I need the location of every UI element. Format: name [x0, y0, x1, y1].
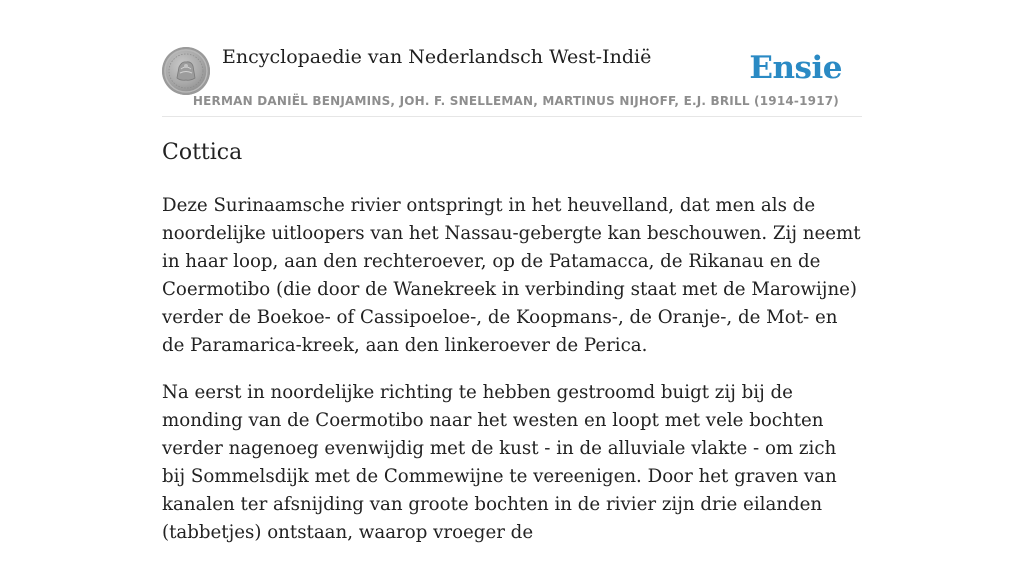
paragraph-2: Na eerst in noordelijke richting te hebben gestroomd buigt zij bij de monding van de Coermotibo naar het westen en loopt met vele bochten verder nagenoeg evenwijdig met de kust - in de alluviale vlakte - om zich bij Sommelsdijk met de Commewijne te vereenigen. Door het graven van kanalen ter afsnijding van groote bochten in de rivier zijn drie eilanden (tabbetjes) ontstaan, waarop vroeger de — [162, 382, 837, 543]
ensie-logo-link[interactable]: Ensie — [749, 50, 842, 86]
book-title[interactable]: Encyclopaedie van Nederlandsch West-Indië — [222, 46, 652, 68]
header — [162, 46, 862, 117]
authors-line: HERMAN DANIËL BENJAMINS, JOH. F. SNELLEMAN, MARTINUS NIJHOFF, E.J. BRILL (1914-1917) — [192, 94, 839, 108]
paragraph-1: Deze Surinaamsche rivier ontspringt in het heuvelland, dat men als de noordelijke uitloopers van het Nassau-gebergte kan beschouwen. Zij neemt in haar loop, aan den rechteroever, op de Patamacca, de Rikanau en de Coermotibo (die door de Wanekreek in verbinding staat met de Marowijne) verder de Boekoe- of Cassipoeloe-, de Koopmans-, de Oranje-, de Mot- en de Paramarica-kreek, aan den linkeroever de Perica. — [162, 195, 861, 356]
entry-title: Cottica — [162, 140, 243, 165]
coin-seal-icon — [162, 47, 210, 95]
coin-seal-graphic — [162, 47, 210, 95]
article-body — [162, 192, 862, 566]
